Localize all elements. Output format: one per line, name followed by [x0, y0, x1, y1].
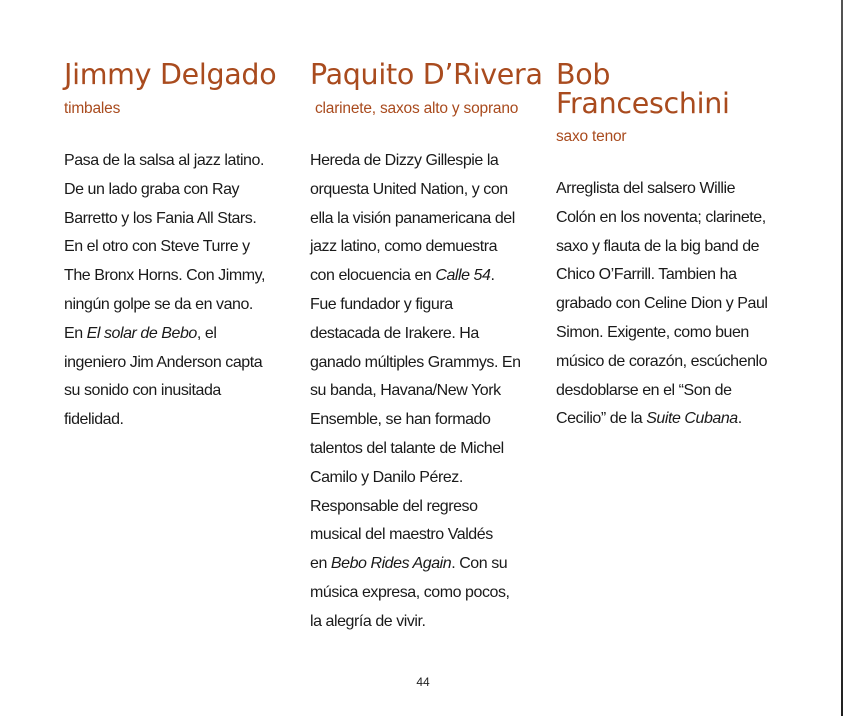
page-edge-line	[841, 0, 843, 716]
page-number: 44	[416, 675, 430, 689]
musician-column-franceschini	[556, 60, 796, 434]
bio-text: ganado múltiples Grammys. En	[310, 353, 521, 371]
bio-line	[310, 406, 546, 435]
bio-line	[64, 147, 294, 176]
bio-text: su banda, Havana/New York	[310, 382, 501, 400]
bio-line	[556, 233, 796, 262]
bio-line	[310, 493, 546, 522]
bio-line	[556, 290, 796, 319]
bio-line	[310, 608, 546, 637]
bio-text: . Con su	[451, 555, 508, 573]
bio-line	[310, 349, 546, 378]
bio-text: Barretto y los Fania All Stars.	[64, 209, 257, 227]
bio-line	[310, 435, 546, 464]
bio-text: fidelidad.	[64, 411, 124, 429]
musician-name-line: Franceschini	[556, 87, 730, 120]
bio-line	[64, 205, 294, 234]
bio-line	[310, 205, 546, 234]
bio-title-italic: Calle 54	[435, 267, 491, 285]
bio-text: Arreglista del salsero Willie	[556, 180, 736, 197]
bio-line	[64, 377, 294, 406]
bio-text: músico de corazón, escúchenlo	[556, 352, 768, 370]
bio-line	[556, 261, 796, 290]
bio-line	[310, 291, 546, 320]
bio-line	[310, 521, 546, 550]
bio-line	[310, 377, 546, 406]
bio-line	[310, 550, 546, 579]
musician-name-line: Jimmy Delgado	[64, 58, 277, 91]
bio-line	[556, 204, 796, 233]
bio-text: música expresa, como pocos,	[310, 583, 510, 601]
bio-text: .	[737, 410, 742, 428]
bio-line	[556, 348, 796, 377]
bio-text: orquesta United Nation, y con	[310, 180, 508, 198]
bio-title-italic: Bebo Rides Again	[330, 555, 452, 573]
musician-column-drivera	[310, 60, 546, 637]
bio-text: Colón en los noventa; clarinete,	[556, 208, 766, 226]
bio-line	[64, 291, 294, 320]
musician-name	[556, 60, 796, 118]
bio-line	[556, 175, 796, 204]
musician-instrument: clarinete, saxos alto y soprano	[315, 100, 519, 117]
bio-line	[310, 464, 546, 493]
bio-title-italic: El solar de Bebo	[86, 324, 197, 342]
musician-name-line: Paquito D’Rivera	[310, 58, 543, 91]
bio-text: musical del maestro Valdés	[310, 526, 493, 544]
bio-line	[310, 262, 546, 291]
bio-line	[556, 319, 796, 348]
bio-text: en	[310, 555, 331, 573]
bio-text: De un lado graba con Ray	[64, 180, 240, 198]
bio-text: En el otro con Steve Turre y	[64, 238, 250, 256]
bio-text: En	[64, 324, 87, 342]
bio-line	[310, 176, 546, 205]
bio-line	[310, 147, 546, 176]
bio-text: Simon. Exigente, como buen	[556, 323, 749, 341]
bio-text: talentos del talante de Michel	[310, 439, 504, 457]
musician-bio	[64, 147, 294, 435]
bio-text: su sonido con inusitada	[64, 382, 221, 400]
bio-text: Ensemble, se han formado	[310, 411, 491, 429]
bio-text: Camilo y Danilo Pérez.	[310, 468, 463, 486]
bio-line	[64, 320, 294, 349]
musician-bio	[556, 175, 796, 434]
bio-line	[556, 405, 796, 434]
bio-line	[64, 233, 294, 262]
bio-line	[310, 320, 546, 349]
bio-title-italic: Suite Cubana	[646, 410, 738, 428]
musician-name	[310, 60, 546, 90]
bio-line	[64, 406, 294, 435]
bio-text: Fue fundador y figura	[310, 295, 453, 313]
bio-line	[310, 233, 546, 262]
bio-text: grabado con Celine Dion y Paul	[556, 295, 768, 313]
bio-text: Hereda de Dizzy Gillespie la	[310, 152, 499, 169]
bio-text: ella la visión panamericana del	[310, 209, 515, 227]
musician-column-delgado	[64, 60, 294, 435]
bio-text: jazz latino, como demuestra	[310, 238, 498, 256]
bio-line	[310, 579, 546, 608]
bio-text: saxo y flauta de la big band de	[556, 237, 760, 255]
bio-text: Cecilio” de la	[556, 410, 647, 428]
bio-text: Pasa de la salsa al jazz latino.	[64, 152, 264, 169]
bio-text: con elocuencia en	[310, 267, 436, 285]
musician-instrument: timbales	[64, 100, 121, 117]
bio-line	[64, 176, 294, 205]
bio-text: The Bronx Horns. Con Jimmy,	[64, 267, 265, 285]
bio-text: Responsable del regreso	[310, 497, 478, 515]
bio-text: destacada de Irakere. Ha	[310, 324, 479, 342]
musician-bio	[310, 147, 546, 637]
musician-instrument: saxo tenor	[556, 128, 627, 145]
bio-text: la alegría de vivir.	[310, 612, 426, 630]
bio-text: ingeniero Jim Anderson capta	[64, 353, 263, 371]
bio-text: , el	[196, 324, 217, 342]
musician-name	[64, 60, 294, 90]
bio-line	[64, 262, 294, 291]
bio-text: desdoblarse en el “Son de	[556, 381, 732, 399]
bio-text: Chico O’Farrill. Tambien ha	[556, 266, 737, 284]
bio-text: ningún golpe se da en vano.	[64, 295, 253, 313]
bio-text: .	[490, 267, 495, 285]
bio-line	[64, 349, 294, 378]
musician-name-line: Bob	[556, 58, 611, 91]
bio-line	[556, 377, 796, 406]
